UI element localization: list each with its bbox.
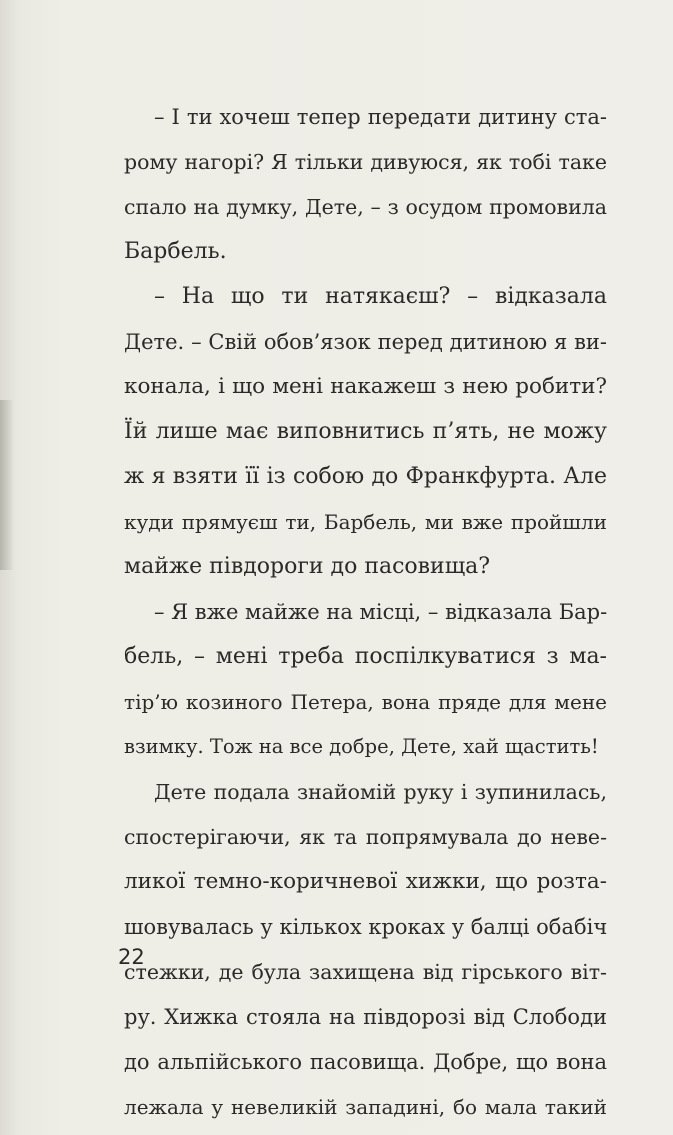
- text-line: рому нагорі? Я тільки дивуюся, як тобі таке: [124, 150, 607, 174]
- text-line: спостерігаючи, як та попрямувала до неве-: [124, 825, 607, 849]
- text-line: ликої темно-коричневої хижки, що розта-: [124, 869, 607, 894]
- text-line: – І ти хочеш тепер передати дитину ста-: [154, 105, 607, 129]
- text-line: взимку. Тож на все добре, Дете, хай щастить!: [124, 735, 599, 758]
- text-line: куди прямуєш ти, Барбель, ми вже пройшли: [124, 510, 607, 534]
- page-fold-shadow: [0, 400, 14, 570]
- text-line: – На що ти натякаєш? – відказала: [154, 284, 607, 309]
- text-line: бель, – мені треба поспілкуватися з ма-: [124, 644, 607, 669]
- page-text: [124, 100, 607, 1135]
- text-line: до альпійського пасовища. Добре, що вона: [124, 1050, 607, 1074]
- text-line: спало на думку, Дете, – з осудом промовила: [124, 195, 607, 219]
- text-line: Дете. – Свій обов’язок перед дитиною я ви-: [124, 330, 607, 354]
- text-line: конала, і що мені накажеш з нею робити?: [124, 374, 607, 399]
- page-number: 22: [118, 945, 145, 969]
- text-line: лежала у невеликій западині, бо мала такий: [124, 1095, 607, 1119]
- text-line: ж я взяти її із собою до Франкфурта. Але: [124, 464, 607, 489]
- text-line: Дете подала знайомій руку і зупинилась,: [154, 780, 607, 804]
- text-line: ру. Хижка стояла на півдорозі від Слободи: [124, 1005, 607, 1029]
- text-line: стежки, де була захищена від гірського віт-: [124, 960, 607, 984]
- text-line: – Я вже майже на місці, – відказала Бар-: [154, 600, 608, 624]
- text-line: Барбель.: [124, 239, 227, 264]
- text-line: Їй лише має виповнитись п’ять, не можу: [124, 419, 607, 444]
- text-line: майже півдороги до пасовища?: [124, 554, 491, 579]
- text-line: тір’ю козиного Петера, вона пряде для мене: [124, 690, 607, 714]
- text-line: шовувалась у кількох кроках у балці обабіч: [124, 915, 608, 939]
